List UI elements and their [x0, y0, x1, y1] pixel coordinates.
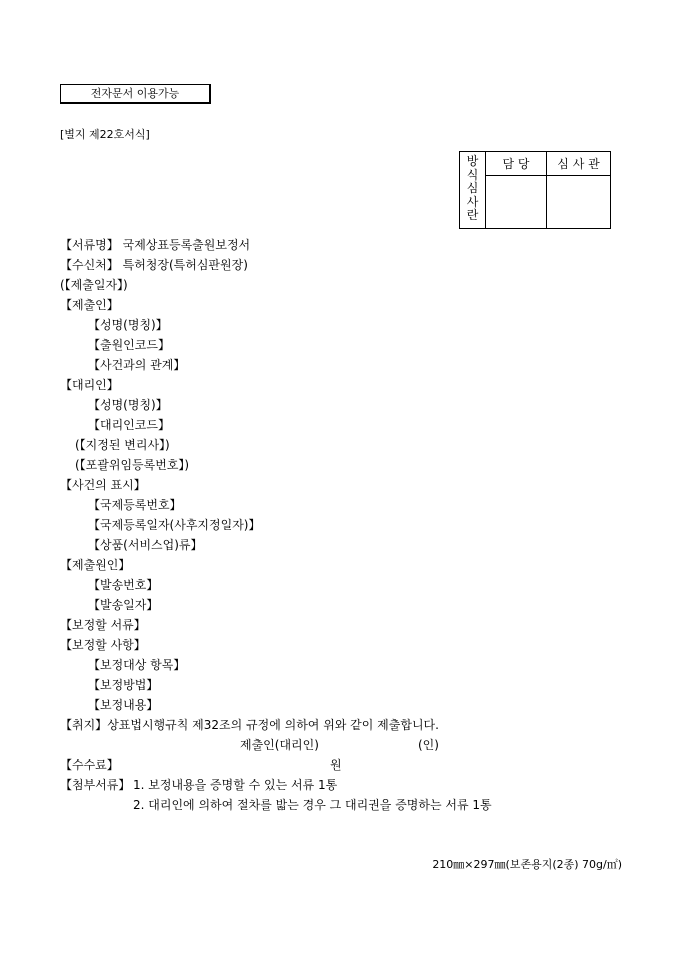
- approval-side-cell: [460, 152, 486, 229]
- attachments-line: [60, 775, 640, 795]
- document-name-value: 국제상표등록출원보정서: [122, 238, 251, 252]
- attachment-item-2: 2. 대리인에 의하여 절차를 밟는 경우 그 대리권을 증명하는 서류 1통: [133, 798, 492, 812]
- agent-code: 【대리인코드】: [88, 418, 170, 432]
- approval-examiner-cell: [547, 176, 611, 229]
- fee-label: 【수수료】: [60, 758, 119, 772]
- submission-date-line: (【제출일자】): [60, 278, 128, 292]
- case-intl-reg-number: 【국제등록번호】: [88, 498, 182, 512]
- submitter-label: 【제출인】: [60, 298, 119, 312]
- approval-staff-header: 담 당: [486, 152, 547, 176]
- approval-examiner-header: 심 사 관: [547, 152, 611, 176]
- agent-name: 【성명(명칭)】: [88, 398, 168, 412]
- recipient-label: 【수신처】: [60, 258, 119, 272]
- electronic-document-box: [60, 84, 211, 104]
- purpose-line: [60, 715, 640, 735]
- approval-table: [459, 151, 611, 229]
- purpose-value: 상표법시행규칙 제32조의 규정에 의하여 위와 같이 제출합니다.: [107, 718, 439, 732]
- document-name-line: [60, 235, 640, 255]
- document-to-amend: 【보정할 서류】: [60, 618, 146, 632]
- submission-reason-label: 【제출원인】: [60, 558, 131, 572]
- agent-label: 【대리인】: [60, 378, 119, 392]
- fee-line: [60, 755, 640, 775]
- approval-staff-cell: [486, 176, 547, 229]
- case-label: 【사건의 표시】: [60, 478, 146, 492]
- dispatch-date: 【발송일자】: [88, 598, 159, 612]
- form-body: [60, 235, 640, 815]
- submitter-applicant-code: 【출원인코드】: [88, 338, 170, 352]
- electronic-document-label: 전자문서 이용가능: [90, 87, 180, 100]
- amend-method: 【보정방법】: [88, 678, 159, 692]
- document-name-label: 【서류명】: [60, 238, 119, 252]
- amend-target-item: 【보정대상 항목】: [88, 658, 186, 672]
- case-intl-reg-date: 【국제등록일자(사후지정일자)】: [88, 518, 261, 532]
- signature-seal: (인): [418, 738, 439, 752]
- purpose-label: 【취지】: [60, 718, 108, 732]
- agent-designated-attorney: (【지정된 변리사】): [75, 438, 170, 452]
- attachments-label: 【첨부서류】: [60, 778, 131, 792]
- recipient-value: 특허청장(특허심판원장): [122, 258, 248, 272]
- agent-general-power-number: (【포괄위임등록번호】): [75, 458, 190, 472]
- case-goods-class: 【상품(서비스업)류】: [88, 538, 203, 552]
- recipient-line: [60, 255, 640, 275]
- paper-spec: 210㎜×297㎜(보존용지(2종) 70g/㎡): [432, 858, 622, 871]
- submitter-name: 【성명(명칭)】: [88, 318, 168, 332]
- attachment-item-1: 1. 보정내용을 증명할 수 있는 서류 1통: [133, 778, 338, 792]
- fee-unit: 원: [330, 758, 342, 772]
- form-number: [별지 제22호서식]: [60, 128, 150, 141]
- submitter-relationship: 【사건과의 관계】: [88, 358, 186, 372]
- matters-to-amend-label: 【보정할 사항】: [60, 638, 146, 652]
- dispatch-number: 【발송번호】: [88, 578, 159, 592]
- signature-label: 제출인(대리인): [240, 738, 319, 752]
- approval-side-label: 방식심사란: [466, 154, 479, 222]
- signature-line: [60, 735, 640, 755]
- amend-content: 【보정내용】: [88, 698, 159, 712]
